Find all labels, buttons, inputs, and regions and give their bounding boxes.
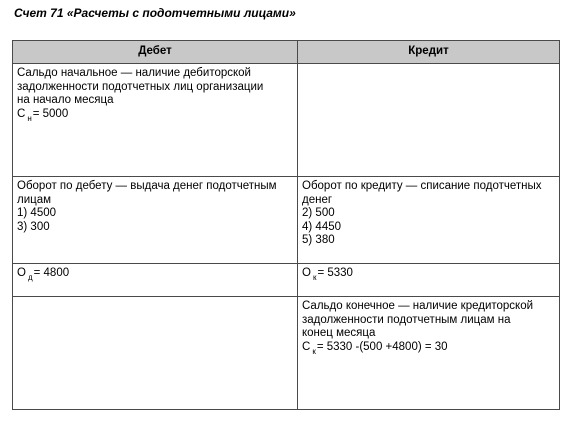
- opening-balance-credit-empty-cell: [298, 64, 560, 177]
- debit-total-symbol: О: [17, 267, 26, 279]
- debit-turnover-text-line-1: Оборот по дебету — выдача денег подотчетным: [17, 180, 277, 192]
- credit-entry-2: 4) 4450: [302, 220, 342, 233]
- opening-balance-text-line-2: задолженности подотчетных лиц организации: [17, 80, 264, 93]
- closing-balance-text-line-2: задолженности подотчетным лицам на: [302, 313, 511, 326]
- turnover-row: [13, 177, 560, 264]
- credit-turnover-text-line-2: денег: [302, 193, 333, 206]
- opening-balance-formula: [17, 108, 293, 122]
- debit-entry-2: 3) 300: [17, 220, 50, 233]
- closing-balance-symbol: С: [302, 340, 311, 353]
- debit-total-cell: [13, 264, 298, 297]
- credit-header: Кредит: [298, 41, 560, 64]
- opening-balance-text-line-3: на начало месяца: [17, 94, 114, 106]
- opening-balance-cell: [13, 64, 298, 177]
- credit-total-symbol: О: [302, 267, 311, 279]
- debit-turnover-cell: [13, 177, 298, 264]
- closing-balance-value: = 5330 -(500 +4800) = 30: [316, 340, 448, 353]
- closing-balance-text-line-3: конец месяца: [302, 327, 376, 339]
- credit-entry-3: 5) 380: [302, 234, 335, 246]
- closing-balance-cell: [298, 297, 560, 410]
- debit-entry-1: 1) 4500: [17, 207, 57, 219]
- document-title: Счет 71 «Расчеты с подотчетными лицами»: [14, 6, 296, 20]
- credit-total-formula: [302, 267, 555, 281]
- opening-balance-row: [13, 64, 560, 177]
- credit-turnover-cell: [298, 177, 560, 264]
- closing-balance-text-line-1: Сальдо конечное — наличие кредиторской: [302, 300, 534, 312]
- debit-header: Дебет: [13, 41, 298, 64]
- credit-total-cell: [298, 264, 560, 297]
- credit-turnover-text-line-1: Оборот по кредиту — списание подотчетных: [302, 180, 542, 192]
- credit-total-subscript: к: [312, 273, 317, 282]
- opening-balance-symbol: С: [17, 107, 26, 120]
- header-row: [13, 41, 560, 64]
- opening-balance-value: = 5000: [32, 107, 69, 120]
- credit-entry-1: 2) 500: [302, 207, 335, 219]
- credit-total-value: = 5330: [317, 267, 353, 279]
- debit-total-value: = 4800: [33, 267, 70, 279]
- opening-balance-subscript: н: [27, 113, 32, 123]
- turnover-totals-row: [13, 264, 560, 297]
- debit-turnover-text-line-2: лицам: [17, 193, 52, 206]
- closing-balance-debit-empty-cell: [13, 297, 298, 410]
- account-71-table: [12, 40, 560, 410]
- closing-balance-row: [13, 297, 560, 410]
- debit-total-formula: [17, 267, 293, 281]
- opening-balance-text-line-1: Сальдо начальное — наличие дебиторской: [17, 67, 251, 79]
- debit-total-subscript: д: [27, 273, 33, 282]
- closing-balance-subscript: к: [312, 346, 316, 356]
- closing-balance-formula: [302, 341, 555, 355]
